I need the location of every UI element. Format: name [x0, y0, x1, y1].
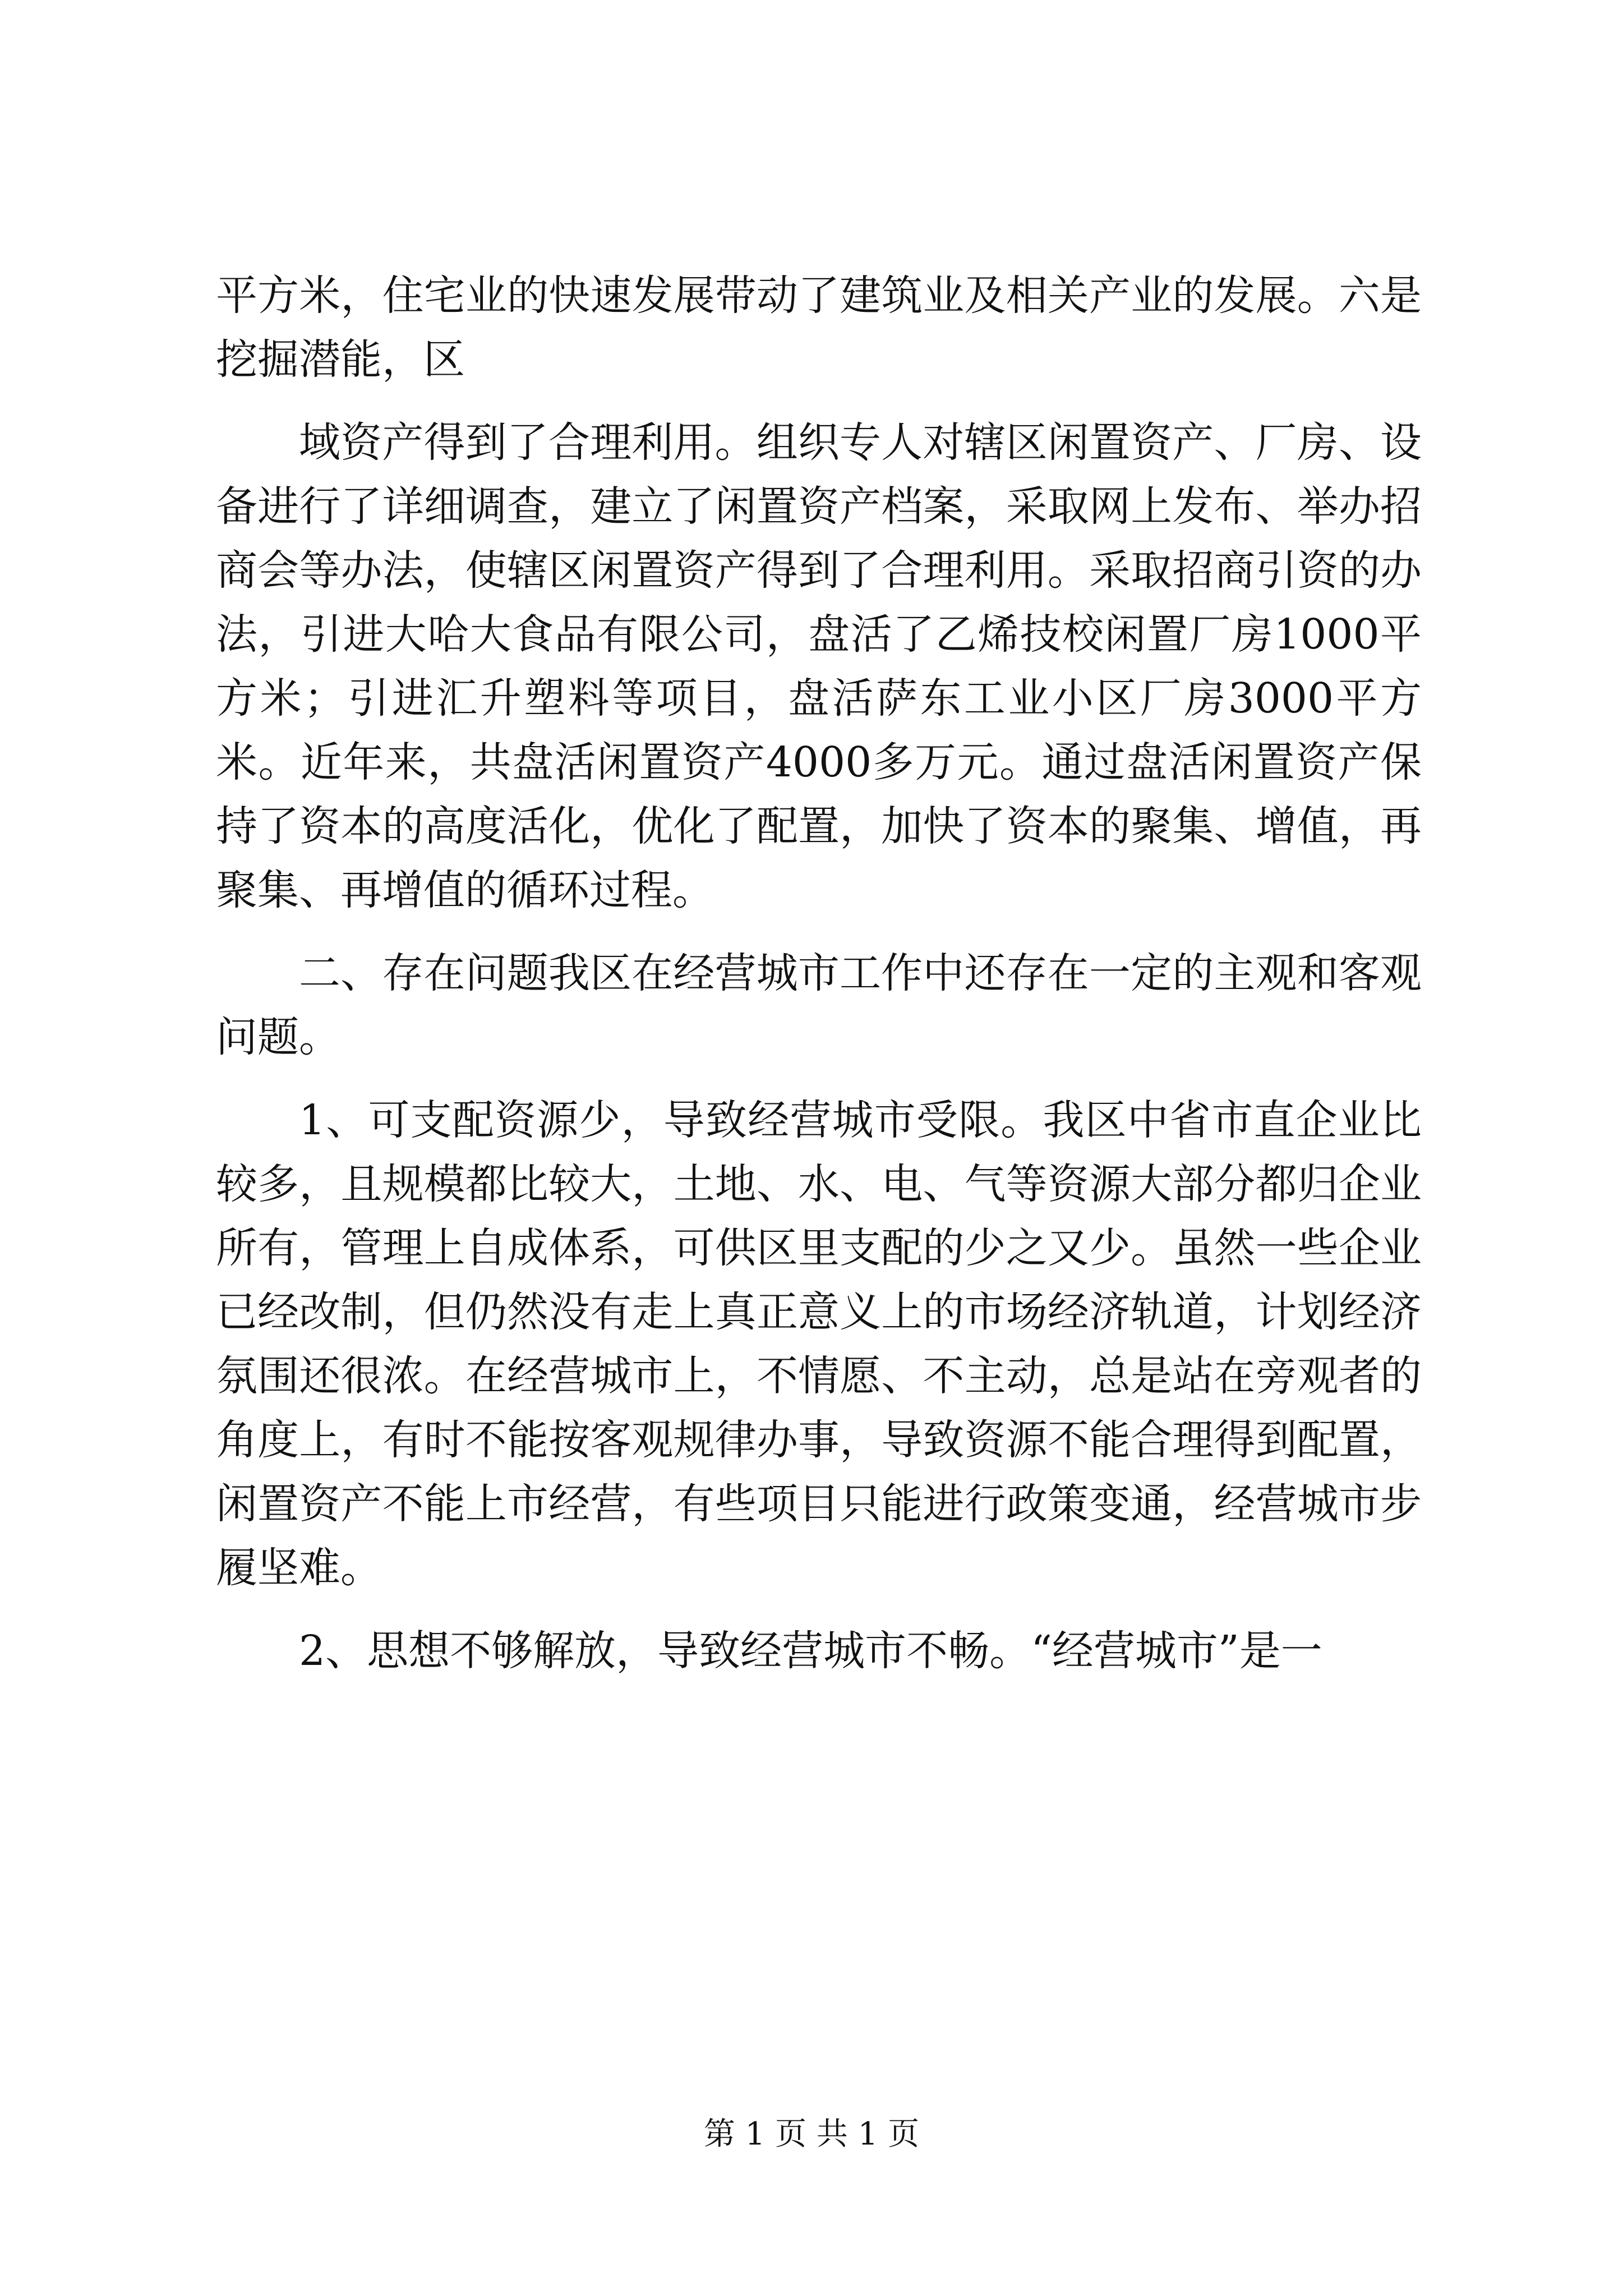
paragraph-problems-heading: 二、存在问题我区在经营城市工作中还存在一定的主观和客观问题。 — [216, 949, 1422, 1061]
page-footer: 第 1 页 共 1 页 — [703, 2116, 920, 2152]
document-body — [216, 264, 1422, 1702]
paragraph-problem-2: 2、思想不够解放，导致经营城市不畅。“经营城市”是一 — [299, 1627, 1322, 1675]
paragraph-problem-1: 1、可支配资源少，导致经营城市受限。我区中省市直企业比较多，且规模都比较大，土地、水、电、气等资源大部分都归企业所有，管理上自成体系，可供区里支配的少之又少。虽然一些企业已经改制，但仍然没有走上真正意义上的市场经济轨道，计划经济氛围还很浓。在经营城市上，不情愿、不主动，总是站在旁观者的角度上，有时不能按客观规律办事，导致资源不能合理得到配置，闲置资产不能上市经营，有些项目只能进行政策变通，经营城市步履坚难。 — [216, 1096, 1422, 1592]
paragraph-idle-assets: 域资产得到了合理利用。组织专人对辖区闲置资产、厂房、设备进行了详细调查，建立了闲置资产档案，采取网上发布、举办招商会等办法，使辖区闲置资产得到了合理利用。采取招商引资的办法，引进大哈大食品有限公司，盘活了乙烯技校闲置厂房1000平方米；引进汇升塑料等项目，盘活萨东工业小区厂房3000平方米。近年来，共盘活闲置资产4000多万元。通过盘活闲置资产保持了资本的高度活化，优化了配置，加快了资本的聚集、增值，再聚集、再增值的循环过程。 — [216, 418, 1422, 914]
paragraph-continuation: 平方米，住宅业的快速发展带动了建筑业及相关产业的发展。六是挖掘潜能，区 — [216, 272, 1422, 384]
